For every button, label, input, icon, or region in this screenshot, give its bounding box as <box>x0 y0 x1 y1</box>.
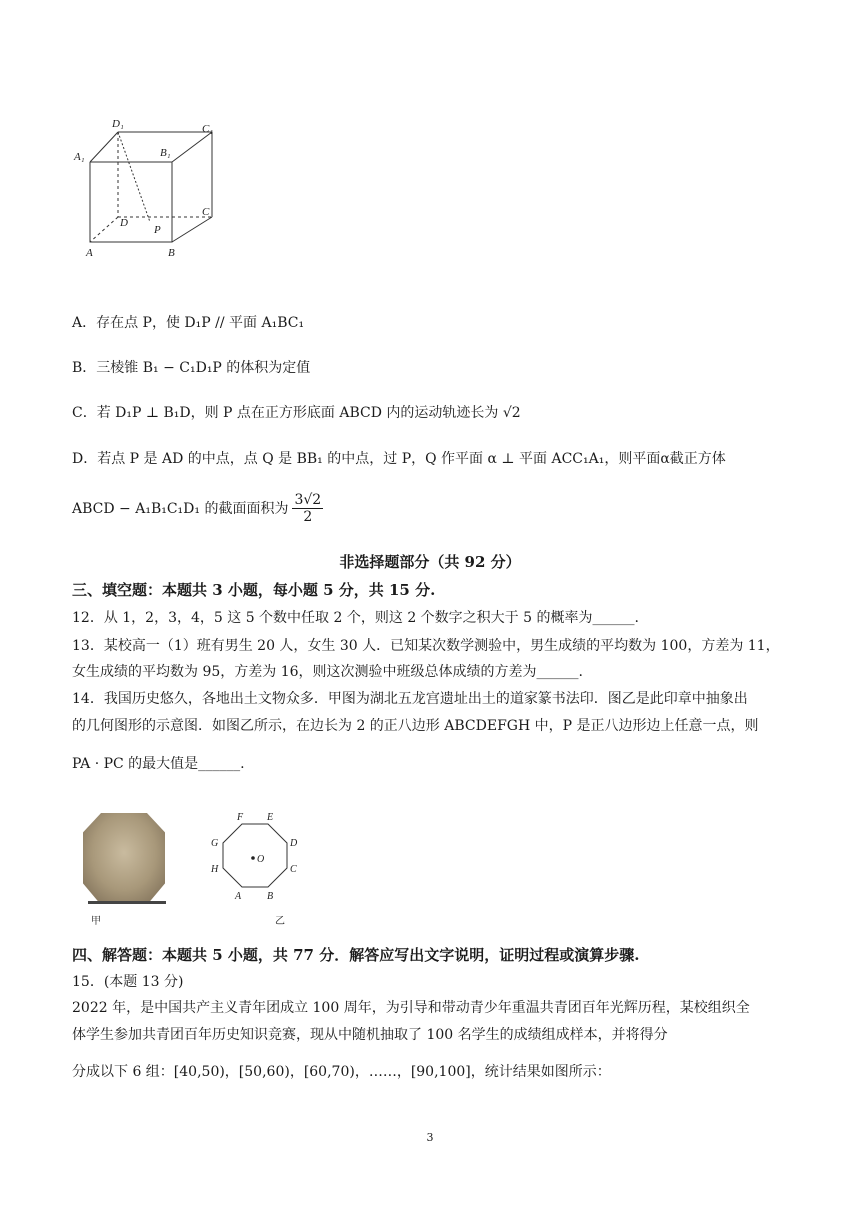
label-D: D <box>120 217 128 229</box>
option-a: A．存在点 P，使 D₁P // 平面 A₁BC₁ <box>72 315 305 331</box>
fraction-numerator: 3√2 <box>294 492 322 508</box>
q15-line3: 分成以下 6 组：[40,50)，[50,60)，[60,70)，……，[90,100]，统计结果如图所示： <box>72 1064 611 1080</box>
label-C1: C₁ <box>202 123 214 135</box>
cube-back-top <box>118 132 212 217</box>
label-B1: B₁ <box>160 147 171 159</box>
label-A: A <box>86 247 93 259</box>
q14-line2: 的几何图形的示意图．如图乙所示，在边长为 2 的正八边形 ABCDEFGH 中，P 是正八边形边上任意一点，则 <box>72 718 759 734</box>
cube-figure <box>70 112 230 262</box>
q15-line1: 2022 年，是中国共产主义青年团成立 100 周年，为引导和带动青少年重温共青团百年光辉历程，某校组织全 <box>72 1000 750 1016</box>
q13-line2: 女生成绩的平均数为 95，方差为 16，则这次测验中班级总体成绩的方差为______. <box>72 664 583 680</box>
oct-label-H: H <box>211 864 219 875</box>
octagon-figure <box>205 810 305 910</box>
seal-photo-shadow <box>88 901 166 904</box>
caption-yi: 乙 <box>275 916 285 927</box>
q14-line1: 14．我国历史悠久，各地出土文物众多．甲图为湖北五龙宫遗址出土的道家篆书法印．图乙是此印章中抽象出 <box>72 691 748 707</box>
oct-label-F: F <box>237 812 244 823</box>
q15-header: 15．(本题 13 分) <box>72 974 184 990</box>
label-D1: D₁ <box>112 118 124 130</box>
octagon-shape <box>223 824 287 887</box>
oct-label-A: A <box>235 891 242 902</box>
section3-heading: 三、填空题：本题共 3 小题，每小题 5 分，共 15 分. <box>72 581 436 599</box>
oct-label-B: B <box>267 891 274 902</box>
fraction-denominator: 2 <box>303 509 313 525</box>
q15-line2: 体学生参加共青团百年历史知识竞赛，现从中随机抽取了 100 名学生的成绩组成样本，并将得分 <box>72 1027 668 1043</box>
q12-text: 12．从 1，2，3，4，5 这 5 个数中任取 2 个，则这 2 个数字之积大于 5 的概率为______. <box>72 610 639 626</box>
label-B: B <box>168 247 175 259</box>
oct-label-C: C <box>290 864 297 875</box>
fraction <box>292 492 323 525</box>
section4-heading: 四、解答题：本题共 5 小题，共 77 分．解答应写出文字说明，证明过程或演算步骤. <box>72 946 640 964</box>
q14-line3: PA · PC 的最大值是______. <box>72 756 245 772</box>
option-d-line2 <box>72 492 323 525</box>
oct-label-O: O <box>257 854 265 865</box>
section-nonchoice-heading: 非选择题部分（共 92 分） <box>339 553 521 571</box>
option-b: B．三棱锥 B₁ − C₁D₁P 的体积为定值 <box>72 360 311 376</box>
label-P: P <box>154 224 161 236</box>
option-d-line1: D．若点 P 是 AD 的中点，点 Q 是 BB₁ 的中点，过 P，Q 作平面 α ⊥ 平面 ACC₁A₁，则平面α截正方体 <box>72 451 726 467</box>
caption-jia: 甲 <box>91 916 101 927</box>
oct-label-G: G <box>211 838 219 849</box>
label-C: C <box>202 206 210 218</box>
label-A1: A₁ <box>74 151 85 163</box>
segment-d1p <box>118 132 150 222</box>
option-c: C．若 D₁P ⊥ B₁D，则 P 点在正方形底面 ABCD 内的运动轨迹长为 √2 <box>72 405 521 421</box>
octagon-center-point <box>251 856 255 860</box>
oct-label-E: E <box>267 812 274 823</box>
oct-label-D: D <box>290 838 298 849</box>
option-d-prefix: ABCD − A₁B₁C₁D₁ 的截面面积为 <box>72 500 289 517</box>
page-number: 3 <box>426 1131 434 1144</box>
seal-photo <box>83 813 165 901</box>
q13-line1: 13．某校高一（1）班有男生 20 人，女生 30 人．已知某次数学测验中，男生成绩的平均数为 100，方差为 11， <box>72 638 780 654</box>
